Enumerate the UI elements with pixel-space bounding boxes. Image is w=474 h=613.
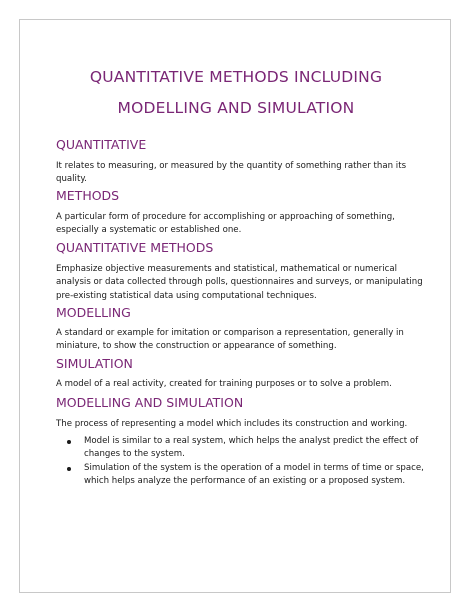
section-heading-quantitative: QUANTITATIVE	[56, 137, 147, 152]
list-item	[56, 435, 428, 462]
document-title-line-2: MODELLING AND SIMULATION	[117, 99, 355, 117]
list-item-text: Model is similar to a real system, which helps the analyst predict the effect of changes to the system.	[84, 436, 419, 460]
section-body-modelling-and-simulation: The process of representing a model which includes its construction and working.	[56, 419, 408, 429]
section-heading-methods: METHODS	[56, 188, 120, 203]
bullet-list	[56, 435, 428, 488]
bullet-icon	[67, 467, 71, 471]
list-item	[56, 462, 428, 489]
section-body-quantitative: It relates to measuring, or measured by the quantity of something rather than its quality.	[56, 161, 407, 185]
list-item-text: Simulation of the system is the operation of a model in terms of time or space, which helps analyze the performance of an existing or a proposed system.	[84, 462, 424, 486]
section-heading-simulation: SIMULATION	[56, 356, 133, 371]
section-body-methods: A particular form of procedure for accomplishing or approaching of something, especially a systematic or established one.	[56, 212, 395, 236]
section-body-quantitative-methods: Emphasize objective measurements and statistical, mathematical or numerical analysis or data collected through polls, questionnaires and surveys, or manipulating pre-existing statistical data using computational techniques.	[56, 264, 423, 301]
section-heading-modelling-and-simulation: MODELLING AND SIMULATION	[56, 395, 244, 410]
document-page	[19, 19, 451, 593]
section-heading-modelling: MODELLING	[56, 305, 131, 320]
document-title-line-1: QUANTITATIVE METHODS INCLUDING	[89, 68, 383, 86]
section-body-simulation: A model of a real activity, created for training purposes or to solve a problem.	[56, 379, 392, 389]
section-heading-quantitative-methods: QUANTITATIVE METHODS	[56, 240, 214, 255]
bullet-icon	[67, 440, 71, 444]
section-body-modelling: A standard or example for imitation or comparison a representation, generally in miniature, to show the construction or appearance of something.	[56, 328, 404, 352]
